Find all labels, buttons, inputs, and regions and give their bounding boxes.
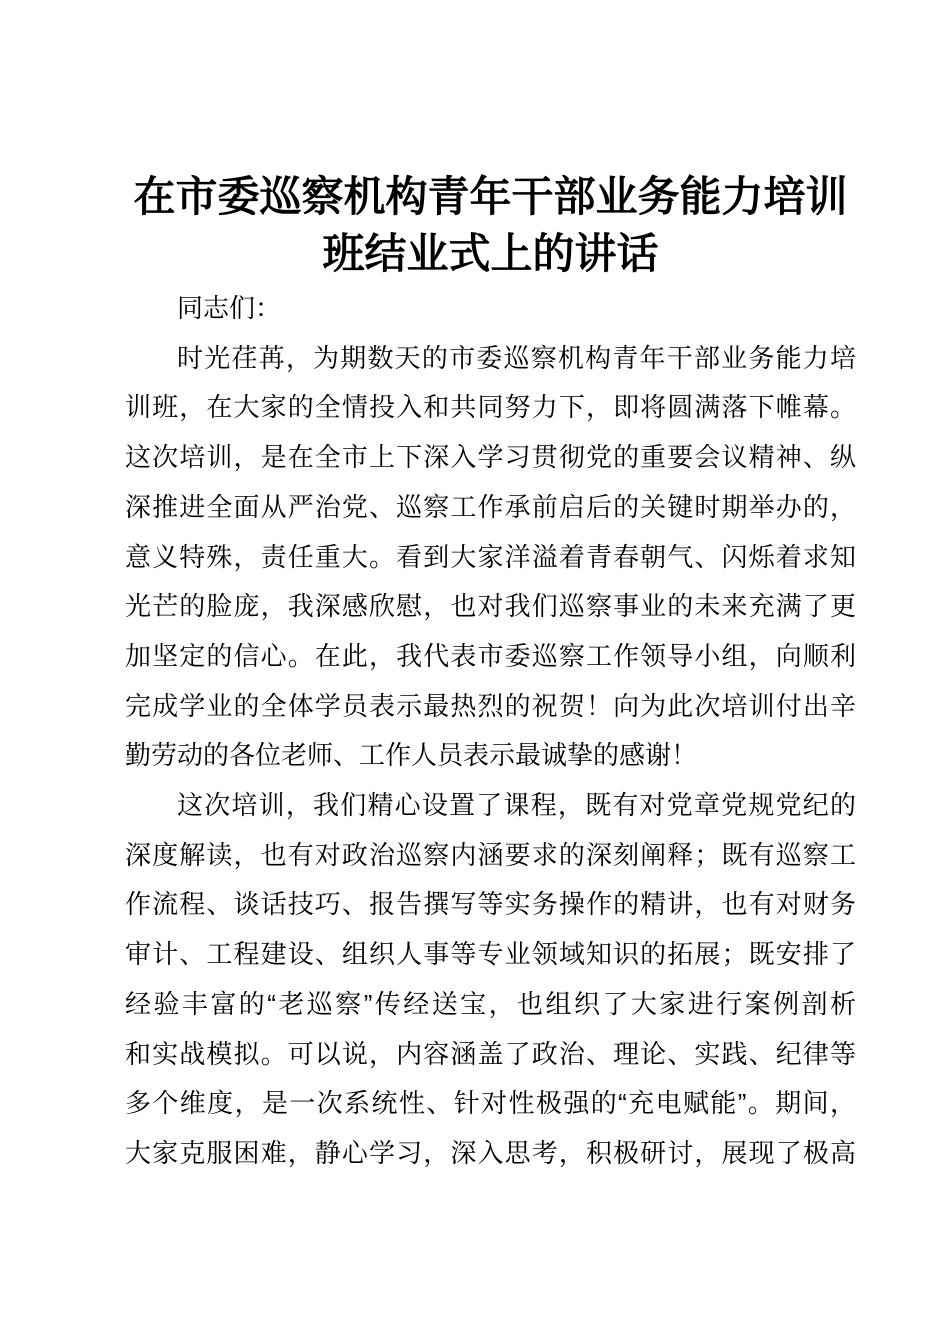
text-line: 光芒的脸庞，我深感欣慰，也对我们巡察事业的未来充满了更 (125, 591, 856, 622)
text-line: 这次培训，我们精心设置了课程，既有对党章党规党纪的 (177, 790, 856, 821)
text-line: 深度解读，也有对政治巡察内涵要求的深刻阐释；既有巡察工 (125, 839, 856, 870)
document-title (125, 170, 856, 284)
paragraph-2 (125, 781, 856, 1179)
paragraph-1 (125, 334, 856, 781)
text-line: 加坚定的信心。在此，我代表市委巡察工作领导小组，向顺利 (125, 640, 856, 671)
text-line: 完成学业的全体学员表示最热烈的祝贺！向为此次培训付出辛 (125, 690, 856, 721)
text-line: 多个维度，是一次系统性、针对性极强的“充电赋能”。期间， (125, 1088, 856, 1119)
title-line-2: 班结业式上的讲话 (322, 232, 659, 278)
text-line: 经验丰富的“老巡察”传经送宝，也组织了大家进行案例剖析 (125, 988, 856, 1019)
text-line: 时光荏苒，为期数天的市委巡察机构青年干部业务能力培 (177, 342, 856, 373)
salutation: 同志们： (177, 293, 282, 323)
text-line: 和实战模拟。可以说，内容涵盖了政治、理论、实践、纪律等 (125, 1038, 856, 1069)
text-line: 勤劳动的各位老师、工作人员表示最诚挚的感谢！ (125, 740, 698, 771)
document-body (125, 284, 856, 1179)
text-line: 深推进全面从严治党、巡察工作承前启后的关键时期举办的， (125, 491, 856, 522)
text-line: 审计、工程建设、组织人事等专业领域知识的拓展；既安排了 (125, 939, 856, 970)
text-line: 意义特殊，责任重大。看到大家洋溢着青春朝气、闪烁着求知 (125, 541, 856, 572)
text-line: 这次培训，是在全市上下深入学习贯彻党的重要会议精神、纵 (125, 442, 856, 473)
title-line-1: 在市委巡察机构青年干部业务能力培训 (133, 175, 848, 221)
text-line: 大家克服困难，静心学习，深入思考，积极研讨，展现了极高 (125, 1137, 856, 1168)
text-line: 作流程、谈话技巧、报告撰写等实务操作的精讲，也有对财务 (125, 889, 856, 920)
text-line: 训班，在大家的全情投入和共同努力下，即将圆满落下帷幕。 (125, 392, 856, 423)
